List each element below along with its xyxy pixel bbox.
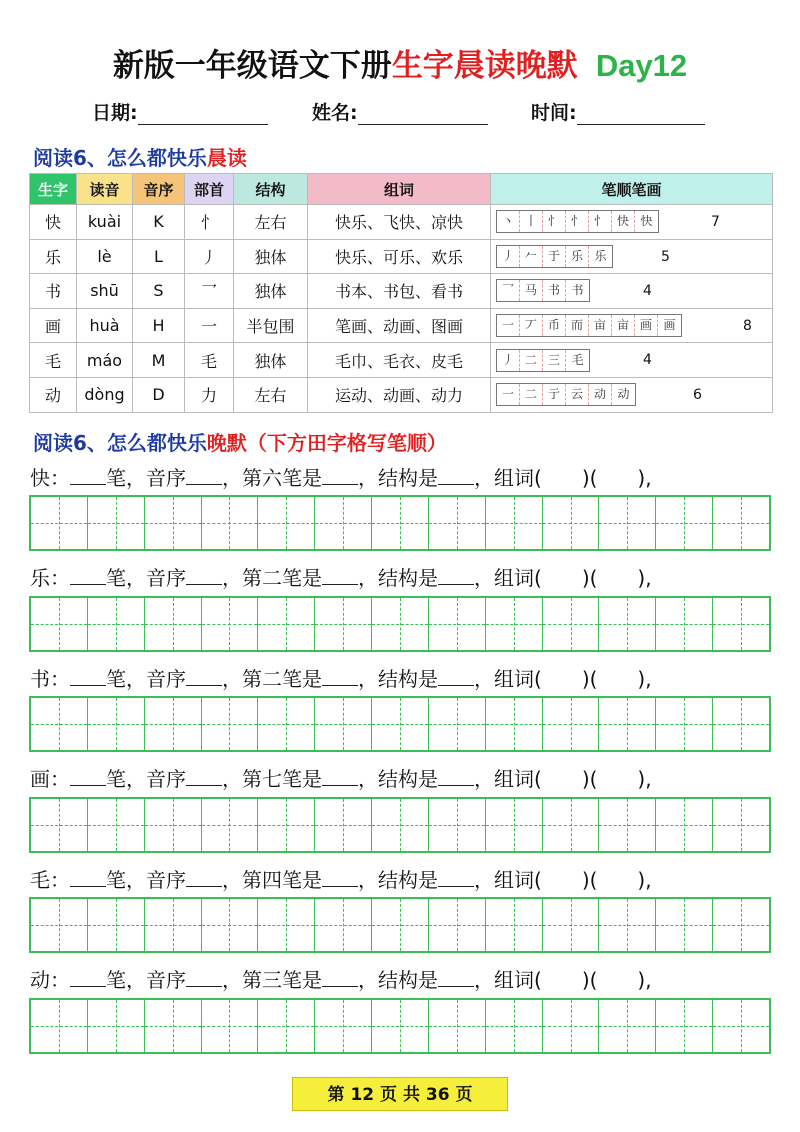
tianzige-cell[interactable] (372, 698, 429, 750)
tianzige-cell[interactable] (88, 698, 145, 750)
cell-order: H (133, 308, 185, 343)
header-order: 音序 (133, 174, 185, 205)
tianzige-cell[interactable] (486, 598, 543, 650)
cell-radical: 力 (185, 377, 234, 412)
tianzige-cell[interactable] (372, 598, 429, 650)
question-char: 快 (30, 466, 50, 490)
question-paren-mid: )( (581, 968, 598, 992)
evening-title-blue: 阅读6、怎么都快乐 (33, 431, 207, 455)
tianzige-cell[interactable] (258, 698, 315, 750)
tianzige-cell[interactable] (543, 799, 600, 851)
stroke-step: 亩 (589, 315, 612, 336)
tianzige-cell[interactable] (372, 497, 429, 549)
tianzige-cell[interactable] (88, 799, 145, 851)
tianzige-cell[interactable] (599, 598, 656, 650)
cell-radical: 丿 (185, 239, 234, 274)
question-structure-text: ，结构是 (358, 667, 438, 691)
tianzige-cell[interactable] (656, 698, 713, 750)
stroke-step: 动 (589, 384, 612, 405)
time-field[interactable] (531, 98, 705, 125)
tianzige-cell[interactable] (429, 1000, 486, 1052)
header-char: 生字 (30, 174, 77, 205)
structure-blank[interactable] (438, 666, 474, 686)
question-comma: ， (222, 466, 242, 490)
question-words-text: ，组词( (474, 767, 542, 791)
question-colon: ： (50, 667, 70, 691)
stroke-count-blank[interactable] (70, 465, 106, 485)
cell-stroke-order (491, 205, 773, 240)
tianzige-cell[interactable] (315, 598, 372, 650)
tianzige-grid (29, 897, 771, 953)
tianzige-grid (29, 998, 771, 1054)
stroke-count-blank[interactable] (70, 867, 106, 887)
tianzige-cell[interactable] (486, 698, 543, 750)
question-char: 书 (30, 667, 50, 691)
question-text-bi: 笔，音序 (106, 868, 186, 892)
cell-order: S (133, 274, 185, 309)
stroke-step: 乐 (566, 246, 589, 267)
stroke-step: 忄 (566, 211, 589, 232)
stroke-step: 二 (520, 350, 543, 371)
question-paren-end: ), (637, 667, 652, 691)
stroke-step: 乐 (594, 248, 607, 263)
question-structure-text: ，结构是 (358, 868, 438, 892)
pinyin-order-blank[interactable] (186, 565, 222, 585)
tianzige-grid (29, 797, 771, 853)
stroke-count-blank[interactable] (70, 766, 106, 786)
tianzige-cell[interactable] (713, 698, 769, 750)
cell-pinyin: kuài (77, 205, 133, 240)
stroke-step: 忄 (589, 211, 612, 232)
tianzige-cell[interactable] (88, 899, 145, 951)
question-char: 画 (30, 767, 50, 791)
structure-blank[interactable] (438, 867, 474, 887)
tianzige-cell[interactable] (372, 799, 429, 851)
question-paren-mid: )( (581, 466, 598, 490)
tianzige-cell[interactable] (429, 799, 486, 851)
stroke-blank[interactable] (322, 565, 358, 585)
header-words: 组词 (308, 174, 491, 205)
cell-order: K (133, 205, 185, 240)
tianzige-cell[interactable] (202, 799, 259, 851)
cell-radical: 一 (185, 308, 234, 343)
morning-title-blue: 阅读6、怎么都快乐 (33, 146, 207, 170)
structure-blank[interactable] (438, 465, 474, 485)
tianzige-cell[interactable] (258, 497, 315, 549)
tianzige-cell[interactable] (315, 799, 372, 851)
stroke-count: 8 (743, 317, 752, 334)
tianzige-cell[interactable] (543, 598, 600, 650)
question-line (30, 562, 652, 591)
tianzige-cell[interactable] (31, 799, 88, 851)
tianzige-cell[interactable] (202, 899, 259, 951)
header-structure: 结构 (234, 174, 308, 205)
tianzige-cell[interactable] (202, 1000, 259, 1052)
tianzige-cell[interactable] (486, 899, 543, 951)
tianzige-cell[interactable] (656, 799, 713, 851)
stroke-blank[interactable] (322, 766, 358, 786)
tianzige-cell[interactable] (372, 1000, 429, 1052)
question-char: 毛 (30, 868, 50, 892)
question-comma: ， (222, 868, 242, 892)
tianzige-cell[interactable] (315, 698, 372, 750)
cell-char: 画 (30, 308, 77, 343)
tianzige-grid (29, 696, 771, 752)
tianzige-cell[interactable] (258, 598, 315, 650)
question-char: 乐 (30, 566, 50, 590)
question-stroke-text: 第七笔是 (242, 767, 322, 791)
tianzige-cell[interactable] (599, 1000, 656, 1052)
tianzige-cell[interactable] (202, 598, 259, 650)
stroke-order-boxes (496, 349, 590, 372)
question-paren-mid: )( (581, 767, 598, 791)
stroke-step: 画 (635, 315, 658, 336)
question-line (30, 964, 652, 993)
tianzige-cell[interactable] (656, 598, 713, 650)
tianzige-cell[interactable] (258, 1000, 315, 1052)
question-paren-mid: )( (581, 566, 598, 590)
tianzige-cell[interactable] (145, 799, 202, 851)
tianzige-cell[interactable] (145, 497, 202, 549)
stroke-step: 忄 (543, 211, 566, 232)
question-comma: ， (222, 667, 242, 691)
cell-stroke-order (491, 239, 773, 274)
question-words-text: ，组词( (474, 466, 542, 490)
pinyin-order-blank[interactable] (186, 465, 222, 485)
tianzige-cell[interactable] (372, 899, 429, 951)
question-colon: ： (50, 767, 70, 791)
question-paren-end: ), (637, 767, 652, 791)
cell-radical: 毛 (185, 343, 234, 378)
tianzige-cell[interactable] (486, 497, 543, 549)
table-row (30, 308, 773, 343)
stroke-step: 三 (543, 350, 566, 371)
cell-structure: 独体 (234, 239, 308, 274)
cell-pinyin: dòng (77, 377, 133, 412)
question-stroke-text: 第四笔是 (242, 868, 322, 892)
tianzige-cell[interactable] (599, 497, 656, 549)
question-comma: ， (222, 767, 242, 791)
stroke-count: 7 (711, 214, 720, 230)
table-row (30, 377, 773, 412)
question-words-text: ，组词( (474, 566, 542, 590)
pinyin-order-blank[interactable] (186, 867, 222, 887)
cell-stroke-order (491, 343, 773, 378)
name-blank[interactable] (358, 101, 488, 125)
cell-structure: 半包围 (234, 308, 308, 343)
stroke-step: 币 (543, 315, 566, 336)
tianzige-cell[interactable] (429, 497, 486, 549)
tianzige-cell[interactable] (656, 497, 713, 549)
question-words-text: ，组词( (474, 667, 542, 691)
stroke-step: 毛 (571, 352, 584, 367)
cell-stroke-order (491, 274, 773, 309)
stroke-order-boxes (496, 210, 659, 233)
tianzige-cell[interactable] (31, 899, 88, 951)
stroke-count: 5 (661, 248, 670, 265)
cell-pinyin: huà (77, 308, 133, 343)
stroke-count: 4 (643, 352, 652, 369)
tianzige-cell[interactable] (656, 899, 713, 951)
page-footer: 第 12 页 共 36 页 (292, 1077, 508, 1111)
stroke-step: 亩 (612, 315, 635, 336)
date-blank[interactable] (138, 101, 268, 125)
question-line (30, 763, 652, 792)
tianzige-cell[interactable] (713, 899, 769, 951)
tianzige-cell[interactable] (713, 598, 769, 650)
tianzige-cell[interactable] (258, 799, 315, 851)
tianzige-cell[interactable] (486, 799, 543, 851)
cell-order: M (133, 343, 185, 378)
stroke-order-boxes (496, 279, 590, 302)
question-structure-text: ，结构是 (358, 767, 438, 791)
cell-pinyin: lè (77, 239, 133, 274)
stroke-step: 丿 (497, 246, 520, 267)
pinyin-order-blank[interactable] (186, 766, 222, 786)
stroke-count-blank[interactable] (70, 666, 106, 686)
question-comma: ， (222, 566, 242, 590)
tianzige-cell[interactable] (145, 1000, 202, 1052)
tianzige-cell[interactable] (88, 497, 145, 549)
cell-words: 毛巾、毛衣、皮毛 (308, 343, 491, 378)
stroke-step: 书 (571, 283, 584, 298)
tianzige-cell[interactable] (88, 598, 145, 650)
tianzige-cell[interactable] (31, 1000, 88, 1052)
cell-stroke-order (491, 377, 773, 412)
stroke-step: 云 (566, 384, 589, 405)
date-label: 日期: (92, 102, 138, 124)
time-label: 时间: (531, 102, 577, 124)
tianzige-cell[interactable] (599, 899, 656, 951)
question-line (30, 462, 652, 491)
character-table (29, 173, 773, 413)
structure-blank[interactable] (438, 967, 474, 987)
stroke-step: 快 (612, 211, 635, 232)
stroke-blank[interactable] (322, 666, 358, 686)
question-paren-mid: )( (581, 868, 598, 892)
tianzige-cell[interactable] (429, 899, 486, 951)
question-words-text: ，组词( (474, 868, 542, 892)
evening-title-red: 晚默（下方田字格写笔顺） (206, 431, 447, 455)
question-colon: ： (50, 466, 70, 490)
stroke-step: 马 (520, 280, 543, 301)
tianzige-cell[interactable] (713, 497, 769, 549)
header-radical: 部首 (185, 174, 234, 205)
cell-char: 书 (30, 274, 77, 309)
tianzige-cell[interactable] (486, 1000, 543, 1052)
question-line (30, 663, 652, 692)
cell-radical: 忄 (185, 205, 234, 240)
tianzige-grid (29, 596, 771, 652)
tianzige-cell[interactable] (713, 799, 769, 851)
structure-blank[interactable] (438, 565, 474, 585)
name-label: 姓名: (312, 102, 358, 124)
tianzige-cell[interactable] (315, 497, 372, 549)
stroke-step: 亍 (543, 384, 566, 405)
stroke-order-boxes (496, 314, 682, 337)
cell-structure: 独体 (234, 343, 308, 378)
cell-pinyin: máo (77, 343, 133, 378)
cell-pinyin: shū (77, 274, 133, 309)
question-text-bi: 笔，音序 (106, 767, 186, 791)
stroke-step: 书 (543, 280, 566, 301)
question-words-text: ，组词( (474, 968, 542, 992)
name-field[interactable] (312, 98, 488, 125)
tianzige-cell[interactable] (429, 698, 486, 750)
title-day: Day12 (595, 48, 688, 83)
cell-words: 快乐、飞快、凉快 (308, 205, 491, 240)
cell-char: 乐 (30, 239, 77, 274)
stroke-step: 𠂉 (520, 246, 543, 267)
cell-char: 快 (30, 205, 77, 240)
tianzige-cell[interactable] (713, 1000, 769, 1052)
tianzige-cell[interactable] (599, 698, 656, 750)
stroke-count-blank[interactable] (70, 967, 106, 987)
stroke-step: 乛 (497, 280, 520, 301)
question-stroke-text: 第六笔是 (242, 466, 322, 490)
page-title (0, 40, 800, 85)
table-row (30, 343, 773, 378)
stroke-step: 丆 (520, 315, 543, 336)
tianzige-cell[interactable] (543, 1000, 600, 1052)
stroke-step: 动 (617, 387, 630, 402)
question-colon: ： (50, 968, 70, 992)
stroke-step: 快 (640, 214, 653, 229)
tianzige-grid (29, 495, 771, 551)
question-structure-text: ，结构是 (358, 566, 438, 590)
pinyin-order-blank[interactable] (186, 666, 222, 686)
cell-order: D (133, 377, 185, 412)
question-text-bi: 笔，音序 (106, 968, 186, 992)
stroke-count: 6 (693, 386, 702, 403)
morning-title-red: 晨读 (206, 146, 247, 170)
tianzige-cell[interactable] (315, 899, 372, 951)
stroke-step: 丶 (497, 211, 520, 232)
table-header-row (30, 174, 773, 205)
stroke-step: 而 (566, 315, 589, 336)
tianzige-cell[interactable] (145, 598, 202, 650)
question-stroke-text: 第二笔是 (242, 667, 322, 691)
date-field[interactable] (92, 98, 268, 125)
stroke-order-boxes (496, 245, 613, 268)
tianzige-cell[interactable] (258, 899, 315, 951)
cell-stroke-order (491, 308, 773, 343)
question-colon: ： (50, 868, 70, 892)
tianzige-cell[interactable] (31, 598, 88, 650)
evening-section-title (33, 427, 447, 456)
structure-blank[interactable] (438, 766, 474, 786)
question-paren-end: ), (637, 466, 652, 490)
time-blank[interactable] (577, 101, 705, 125)
question-colon: ： (50, 566, 70, 590)
question-char: 动 (30, 968, 50, 992)
question-text-bi: 笔，音序 (106, 667, 186, 691)
cell-words: 书本、书包、看书 (308, 274, 491, 309)
question-paren-mid: )( (581, 667, 598, 691)
stroke-step: 一 (497, 384, 520, 405)
question-stroke-text: 第三笔是 (242, 968, 322, 992)
stroke-step: 二 (520, 384, 543, 405)
question-line (30, 864, 652, 893)
title-main: 新版一年级语文下册 (112, 48, 392, 84)
table-row (30, 239, 773, 274)
stroke-blank[interactable] (322, 867, 358, 887)
info-fields (0, 98, 800, 130)
tianzige-cell[interactable] (31, 698, 88, 750)
table-row (30, 274, 773, 309)
morning-section-title (33, 142, 247, 171)
question-structure-text: ，结构是 (358, 466, 438, 490)
cell-words: 笔画、动画、图画 (308, 308, 491, 343)
pinyin-order-blank[interactable] (186, 967, 222, 987)
stroke-count-blank[interactable] (70, 565, 106, 585)
tianzige-cell[interactable] (543, 698, 600, 750)
cell-order: L (133, 239, 185, 274)
stroke-blank[interactable] (322, 465, 358, 485)
tianzige-cell[interactable] (543, 497, 600, 549)
cell-radical: 乛 (185, 274, 234, 309)
question-paren-end: ), (637, 968, 652, 992)
tianzige-cell[interactable] (543, 899, 600, 951)
tianzige-cell[interactable] (88, 1000, 145, 1052)
cell-char: 毛 (30, 343, 77, 378)
stroke-step: 一 (497, 315, 520, 336)
stroke-step: 丿 (497, 350, 520, 371)
stroke-blank[interactable] (322, 967, 358, 987)
header-pinyin: 读音 (77, 174, 133, 205)
tianzige-cell[interactable] (31, 497, 88, 549)
question-paren-end: ), (637, 868, 652, 892)
tianzige-cell[interactable] (429, 598, 486, 650)
tianzige-cell[interactable] (145, 698, 202, 750)
cell-structure: 独体 (234, 274, 308, 309)
question-text-bi: 笔，音序 (106, 466, 186, 490)
question-stroke-text: 第二笔是 (242, 566, 322, 590)
tianzige-cell[interactable] (315, 1000, 372, 1052)
stroke-order-boxes (496, 383, 636, 406)
cell-structure: 左右 (234, 377, 308, 412)
question-comma: ， (222, 968, 242, 992)
table-row (30, 205, 773, 240)
tianzige-cell[interactable] (599, 799, 656, 851)
tianzige-cell[interactable] (202, 698, 259, 750)
cell-words: 快乐、可乐、欢乐 (308, 239, 491, 274)
question-text-bi: 笔，音序 (106, 566, 186, 590)
header-strokes: 笔顺笔画 (491, 174, 773, 205)
cell-words: 运动、动画、动力 (308, 377, 491, 412)
stroke-step: 于 (543, 246, 566, 267)
stroke-count: 4 (643, 283, 652, 300)
cell-char: 动 (30, 377, 77, 412)
cell-structure: 左右 (234, 205, 308, 240)
question-structure-text: ，结构是 (358, 968, 438, 992)
question-paren-end: ), (637, 566, 652, 590)
stroke-step: 画 (663, 318, 676, 333)
tianzige-cell[interactable] (656, 1000, 713, 1052)
stroke-step: 丨 (520, 211, 543, 232)
title-red: 生字晨读晚默 (391, 48, 578, 84)
tianzige-cell[interactable] (145, 899, 202, 951)
tianzige-cell[interactable] (202, 497, 259, 549)
